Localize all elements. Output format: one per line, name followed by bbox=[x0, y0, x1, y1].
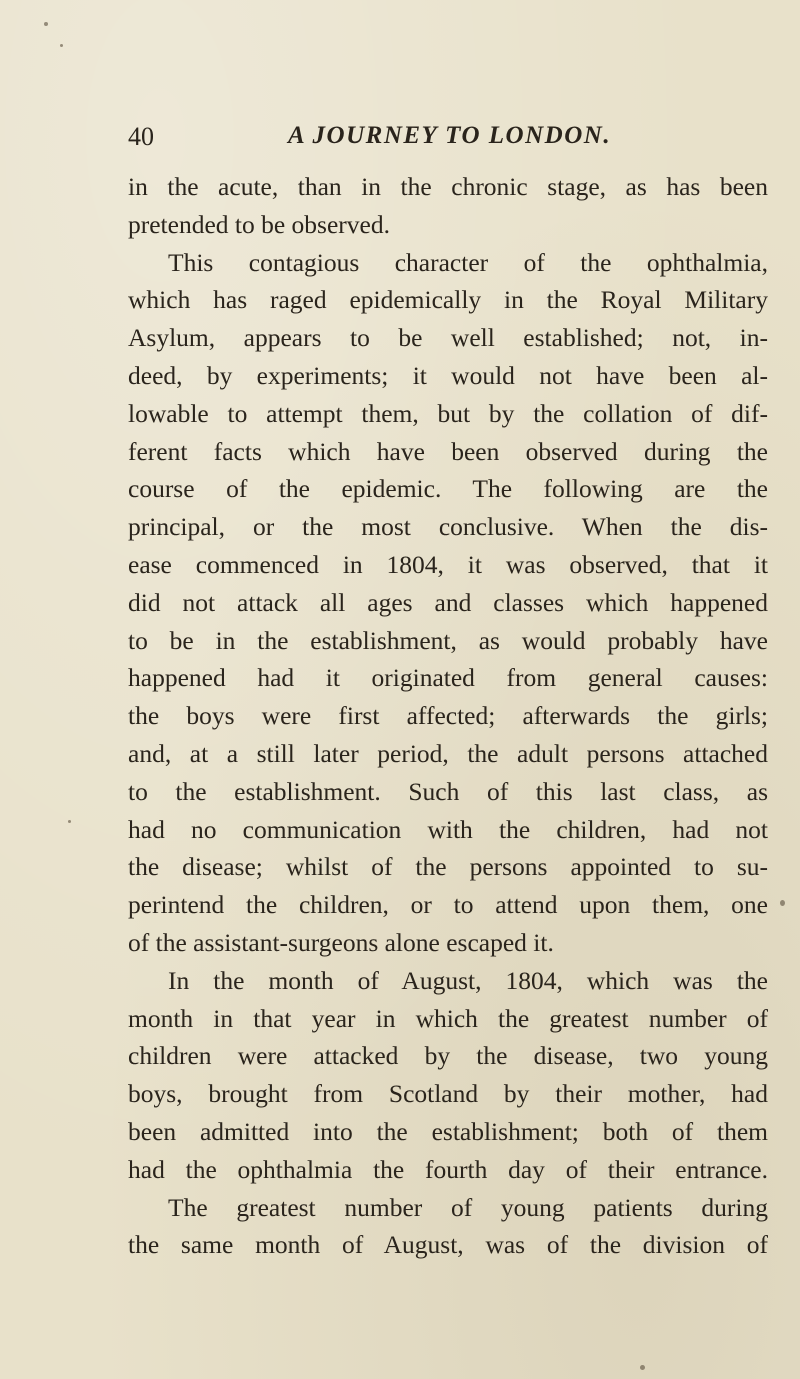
text-line: to the establishment. Such of this last class, as bbox=[128, 776, 768, 806]
text-line: principal, or the most conclusive. When the dis- bbox=[128, 512, 768, 542]
text-line: the disease; whilst of the persons appointed to su- bbox=[128, 852, 768, 882]
text-line: of the assistant-surgeons alone escaped it. bbox=[128, 927, 554, 957]
text-line: ease commenced in 1804, it was observed, that it bbox=[128, 549, 768, 579]
text-line: The greatest number of young patients during bbox=[168, 1192, 768, 1222]
text-line: pretended to be observed. bbox=[128, 209, 390, 239]
text-line: month in that year in which the greatest number of bbox=[128, 1003, 768, 1033]
text-line: This contagious character of the ophthalmia, bbox=[168, 247, 768, 277]
text-line: the boys were first affected; afterwards the girls; bbox=[128, 701, 768, 731]
body-text bbox=[128, 168, 768, 1264]
text-line: lowable to attempt them, but by the collation of dif- bbox=[128, 398, 768, 428]
text-line: deed, by experiments; it would not have been al- bbox=[128, 360, 768, 390]
text-line: and, at a still later period, the adult persons attached bbox=[128, 738, 768, 768]
text-line: In the month of August, 1804, which was the bbox=[168, 965, 768, 995]
text-line: to be in the establishment, as would probably have bbox=[128, 625, 768, 655]
page-header bbox=[0, 122, 800, 162]
text-line: perintend the children, or to attend upon them, one bbox=[128, 890, 768, 920]
text-line: had the ophthalmia the fourth day of their entrance. bbox=[128, 1154, 768, 1184]
text-line: the same month of August, was of the division of bbox=[128, 1230, 768, 1260]
page-number: 40 bbox=[128, 122, 154, 151]
text-line: which has raged epidemically in the Royal Military bbox=[128, 285, 768, 315]
paper-speck bbox=[640, 1365, 645, 1370]
paper-speck bbox=[60, 44, 63, 47]
text-line: course of the epidemic. The following are the bbox=[128, 474, 768, 504]
text-line: boys, brought from Scotland by their mother, had bbox=[128, 1079, 768, 1109]
paper-speck bbox=[68, 820, 71, 823]
paper-speck bbox=[780, 900, 785, 906]
text-line: ferent facts which have been observed during the bbox=[128, 436, 768, 466]
paper-speck bbox=[44, 22, 48, 26]
text-line: had no communication with the children, had not bbox=[128, 814, 768, 844]
text-line: in the acute, than in the chronic stage, as has been bbox=[128, 172, 768, 201]
text-line: children were attacked by the disease, two young bbox=[128, 1041, 768, 1071]
text-line: Asylum, appears to be well established; not, in- bbox=[128, 323, 768, 353]
running-head: A JOURNEY TO LONDON. bbox=[288, 122, 612, 149]
text-line: been admitted into the establishment; both of them bbox=[128, 1116, 768, 1146]
text-line: did not attack all ages and classes which happened bbox=[128, 587, 768, 617]
text-line: happened had it originated from general causes: bbox=[128, 663, 768, 693]
